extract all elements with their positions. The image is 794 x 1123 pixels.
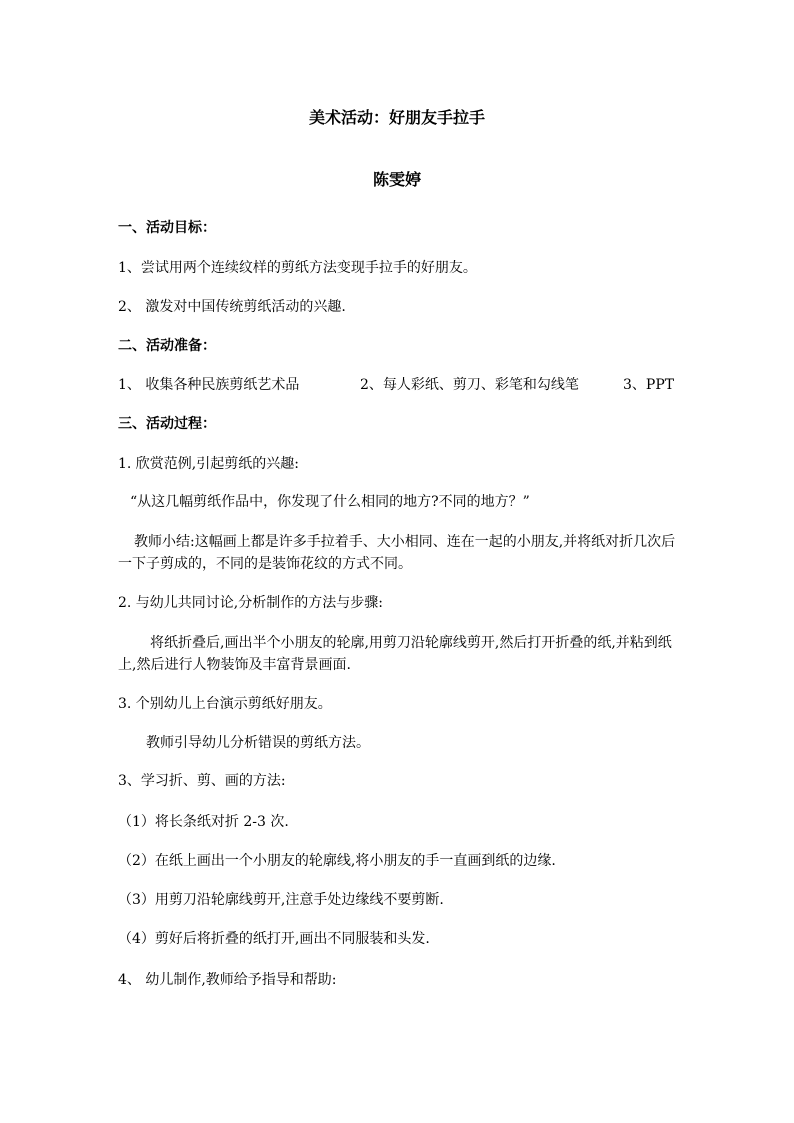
section2-heading: 二、活动准备：	[118, 338, 216, 354]
step2-title: 2. 与幼儿共同讨论,分析制作的方法与步骤:	[118, 595, 383, 611]
section1-heading: 一、活动目标：	[118, 220, 216, 236]
step1-question: “从这几幅剪纸作品中，你发现了什么相同的地方?不同的地方？”	[130, 494, 530, 510]
method-item-4: （4）剪好后将折叠的纸打开,画出不同服装和头发.	[118, 931, 430, 947]
section3-heading: 三、活动过程：	[118, 416, 216, 432]
document-author: 陈雯婷	[372, 170, 421, 189]
method-item-1: （1）将长条纸对折 2-3 次.	[118, 814, 289, 830]
method-item-3: （3）用剪刀沿轮廓线剪开,注意手处边缘线不要剪断.	[118, 892, 444, 908]
step1-summary: 教师小结:这幅画上都是许多手拉着手、大小相同、连在一起的小朋友,并将纸对折几次后一下子剪成的，不同的是装饰花纹的方式不同。	[118, 534, 676, 572]
document-title: 美术活动：好朋友手拉手	[308, 108, 485, 127]
prep-item-2: 2、每人彩纸、剪刀、彩笔和勾线笔	[360, 377, 579, 393]
step3-text: 教师引导幼儿分析错误的剪纸方法。	[146, 735, 370, 751]
goal-item-2: 2、 激发对中国传统剪纸活动的兴趣.	[118, 299, 346, 315]
step1-title: 1. 欣赏范例,引起剪纸的兴趣:	[118, 456, 299, 472]
prep-item-3: 3、PPT	[623, 377, 675, 393]
method-item-2: （2）在纸上画出一个小朋友的轮廓线,将小朋友的手一直画到纸的边缘.	[118, 853, 556, 869]
goal-item-1: 1、尝试用两个连续纹样的剪纸方法变现手拉手的好朋友。	[118, 260, 477, 276]
step3-title: 3. 个别幼儿上台演示剪纸好朋友。	[118, 696, 332, 712]
step2-text: 将纸折叠后,画出半个小朋友的轮廓,用剪刀沿轮廓线剪开,然后打开折叠的纸,并粘到纸上,然后进行人物装饰及丰富背景画面.	[118, 635, 672, 673]
step5-title: 4、 幼儿制作,教师给予指导和帮助:	[118, 972, 337, 988]
step4-title: 3、学习折、剪、画的方法:	[118, 773, 286, 789]
prep-items-row	[118, 376, 676, 394]
prep-item-1: 1、 收集各种民族剪纸艺术品	[118, 377, 300, 393]
